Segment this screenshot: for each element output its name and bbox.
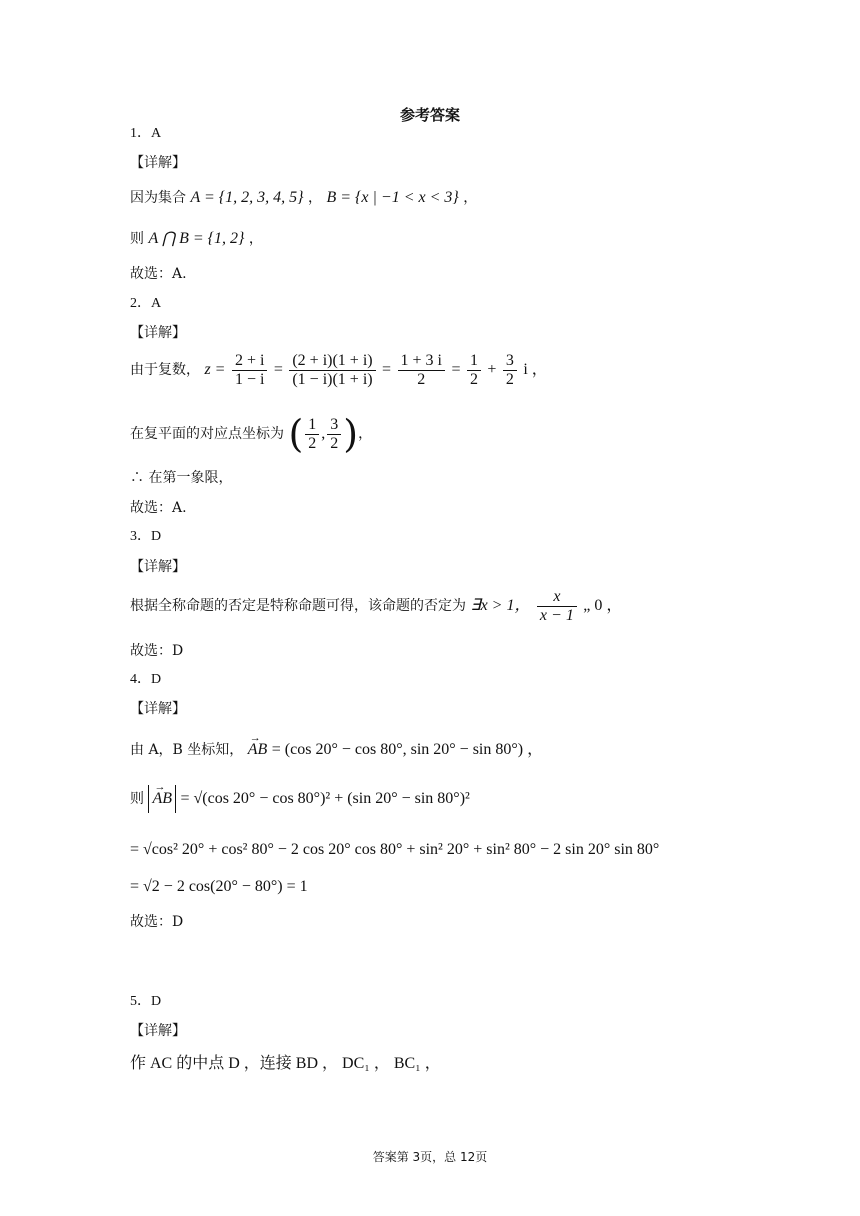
q2-line2: 在复平面的对应点坐标为 ( $\frac{1}{2}$ , $\frac{3}{2}$ )， [130,412,373,456]
q3-line1-prefix: 根据全称命题的否定是特称命题可得，该命题的否定为 [130,598,466,614]
q1-detail-label: 【详解】 [130,155,186,171]
q3-frac [537,588,577,625]
q2-frac1-den: 1 − i [234,370,265,388]
q4-line4: = √2 − 2 cos(20° − 80°) = 1 [130,878,308,895]
q2-line3: ∴ 在第一象限， [130,470,233,486]
q2-coord-y-num: 3 [327,416,341,435]
q1-line1-prefix: 因为集合 [130,190,186,206]
q4-detail-label: 【详解】 [130,701,186,717]
q4-answer: 故选：D [130,914,184,930]
q3-frac-den: x − 1 [539,606,574,624]
q3-detail-label: 【详解】 [130,559,186,575]
q2-coord-x [305,416,319,453]
q1-intersection: A ⋂ B = {1, 2} [148,230,245,247]
q2-frac1-num: 2 + i [232,352,267,371]
q2-frac1 [232,352,267,389]
q2-coord-x-num: 1 [305,416,319,435]
q2-frac4-num: 1 [467,352,481,371]
q2-z-eq: z = [204,361,226,378]
q2-frac3-num: 1 + 3 i [398,352,445,371]
q2-frac5-den: 2 [505,370,514,388]
q1-number: 1．A [130,126,162,141]
q2-frac5-num: 3 [503,352,517,371]
q2-tail: i ， [523,361,548,378]
q3-frac-num: x [537,588,577,607]
q2-line2-prefix: 在复平面的对应点坐标为 [130,426,284,442]
q2-frac3 [398,352,445,389]
q2-frac4 [467,352,481,389]
q2-detail-label: 【详解】 [130,325,186,341]
q2-frac3-den: 2 [417,370,426,388]
q4-vector-ab: → AB [248,740,268,760]
q1-line2-prefix: 则 [130,231,144,247]
q3-exists: ∃x > 1， [470,597,531,614]
q1-line1: 因为集合 A = {1, 2, 3, 4, 5} ， B = {x | −1 < x < 3} ， [130,189,478,206]
q2-coord-y-den: 2 [330,434,339,452]
q3-line1 [130,586,622,626]
page-title: 参考答案 [399,106,460,124]
q1-set-a: A = {1, 2, 3, 4, 5} [190,189,304,206]
q5-line1: 作 AC 的中点 D ，连接 BD ， DC₁ ， BC₁ ， [130,1055,441,1072]
q2-coord-x-den: 2 [308,434,317,452]
q4-line1 [130,740,543,760]
q1-set-b: B = {x | −1 < x < 3} [326,189,459,206]
q2-frac2-num: (2 + i)(1 + i) [289,352,375,371]
q4-vec-eq: = (cos 20° − cos 80°, sin 20° − sin 80°) ， [271,741,544,758]
q2-frac4-den: 2 [469,370,478,388]
q4-abs-ab: → AB [148,785,176,813]
q2-answer: 故选：A. [130,500,187,516]
q3-answer: 故选：D [130,643,184,659]
q1-answer: 故选：A. [130,266,187,282]
q4-line3: = √cos² 20° + cos² 80° − 2 cos 20° cos 80° + sin² 20° + sin² 80° − 2 sin 20° sin 80° [130,841,660,858]
q5-number: 5．D [130,994,162,1009]
q2-frac2 [289,352,375,389]
q4-line2-prefix: 则 [130,791,144,807]
q2-line1: 由于复数， z = $\frac{2 + i}{1 - i}$ = $\frac{(2 + i)(1 + i)}{(1 - i)(1 + i)}$ = $\frac{1 + 3 i}{2}$ = $\frac{1}{2}$ + $\frac{3}{2}$ i ， [130,351,548,388]
q3-number: 3．D [130,529,162,544]
q3-tail: „ 0 ， [583,597,623,614]
q1-line2: 则 A ⋂ B = {1, 2} ， [130,230,263,247]
q5-detail-label: 【详解】 [130,1023,186,1039]
q4-line2-eq: = √(cos 20° − cos 80°)² + (sin 20° − sin 80°)² [180,790,470,807]
page-footer: 答案第 3页，总 12页 [372,1150,488,1164]
q2-frac2-den: (1 − i)(1 + i) [292,370,373,388]
q2-coord-y [327,416,341,453]
q4-line1-prefix: 由 A，B 坐标知， [130,742,244,758]
q2-number: 2．A [130,296,162,311]
q2-frac5 [503,352,517,389]
q4-line2 [130,785,470,813]
q2-line1-prefix: 由于复数， [130,362,200,378]
q4-number: 4．D [130,672,162,687]
